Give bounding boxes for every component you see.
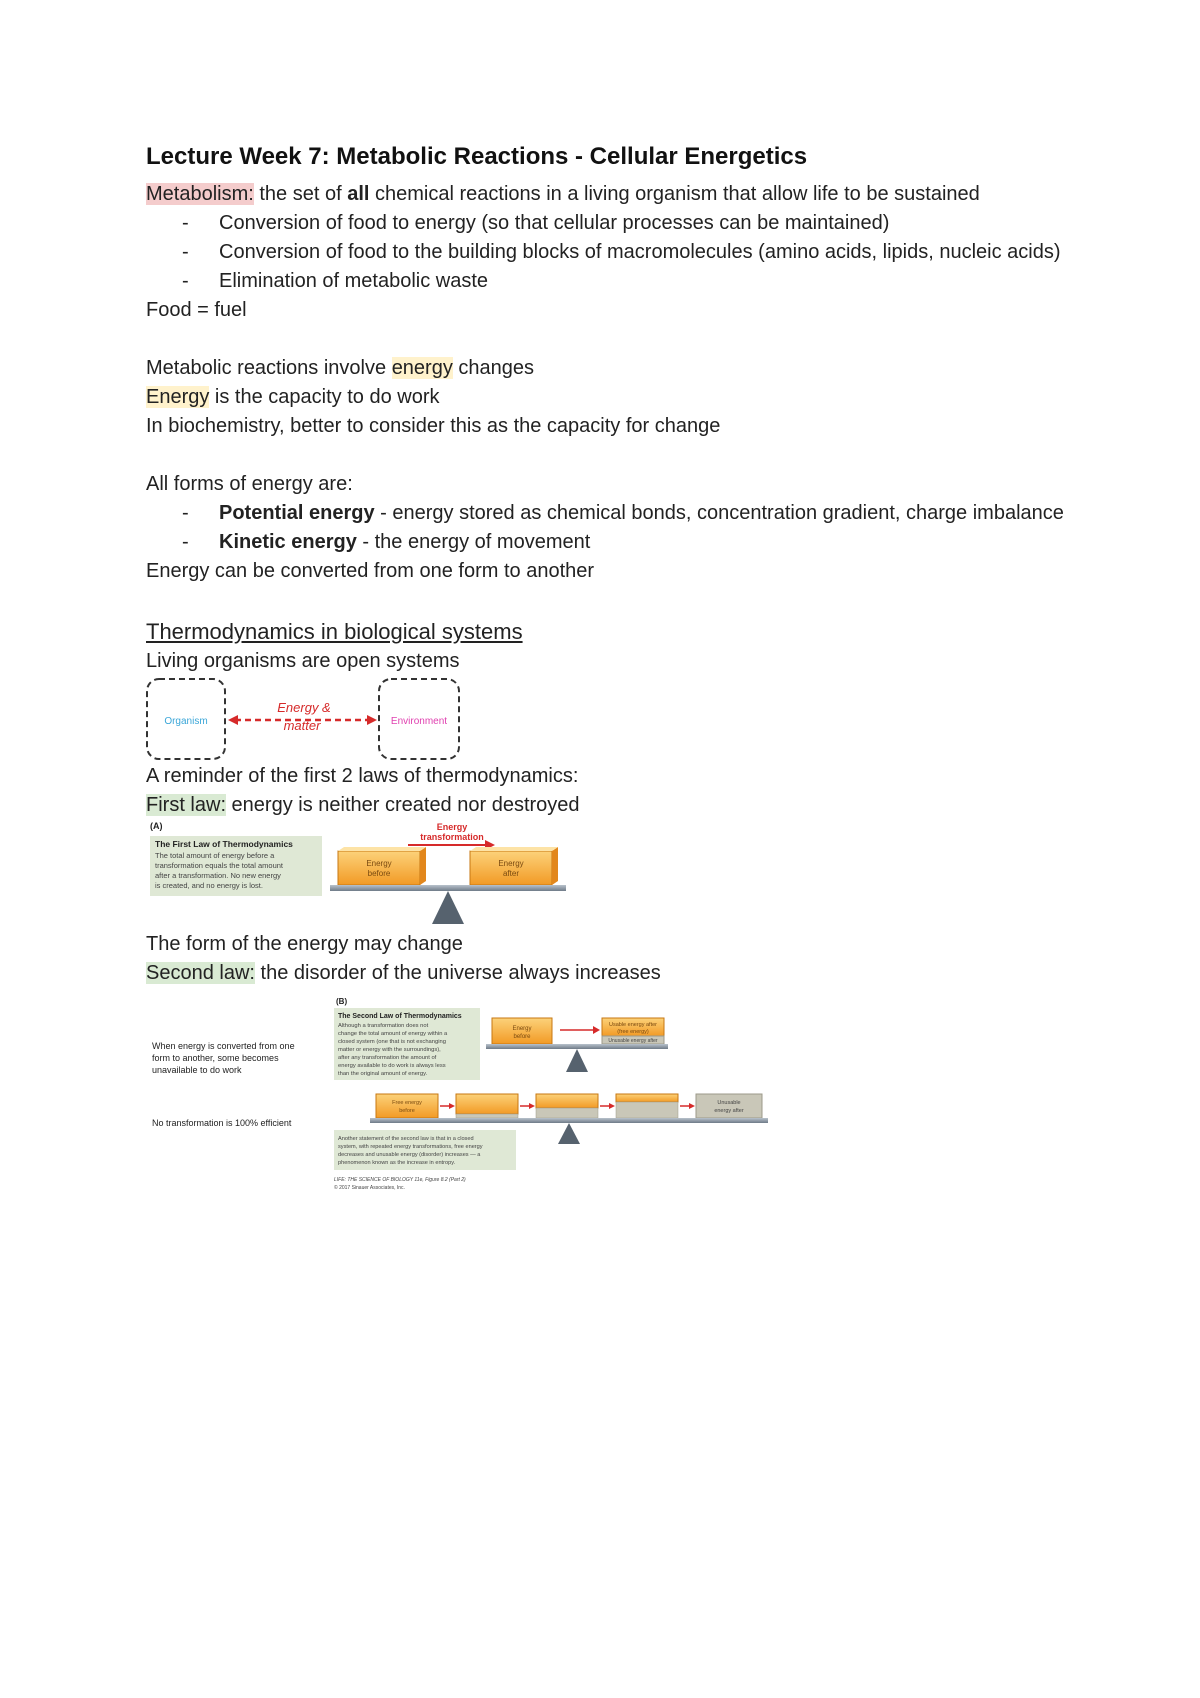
- food-line: Food = fuel: [146, 299, 247, 321]
- sequence-arrow-head-icon: [449, 1103, 455, 1109]
- transformation-label-2: transformation: [420, 832, 484, 842]
- document-page: [146, 140, 1066, 1194]
- second-law-note-line: unavailable to do work: [152, 1065, 242, 1075]
- environment-label: Environment: [390, 716, 448, 727]
- potential-energy-term: Potential energy: [219, 502, 375, 524]
- reminder-line: A reminder of the first 2 laws of thermodynamics:: [146, 765, 579, 787]
- energy-highlight: energy: [391, 357, 453, 379]
- metabolism-def-text-2: chemical reactions in a living organism that allow life to be sustained: [369, 183, 980, 205]
- energy-step-block: [536, 1094, 598, 1108]
- energy-before-label-1: Energy: [512, 1026, 532, 1032]
- second-law-bottom-line: Another statement of the second law is that in a closed: [338, 1136, 474, 1142]
- second-law-term: Second law:: [146, 962, 255, 984]
- arrow-left-head-icon: [228, 715, 238, 725]
- first-law-line: [146, 791, 1066, 820]
- first-law-diagram: [150, 820, 570, 930]
- second-law-bottom-line: decreases and unusable energy (disorder) increases — a: [338, 1152, 481, 1158]
- block-top: [470, 847, 558, 851]
- metabolism-definition: [146, 180, 1066, 209]
- seesaw-fulcrum-icon: [558, 1123, 580, 1144]
- second-law-note-line: form to another, some becomes: [152, 1053, 279, 1063]
- energy-line-1-post: changes: [452, 357, 535, 379]
- list-item-text: - energy stored as chemical bonds, concentration gradient, charge imbalance: [374, 502, 1064, 524]
- energy-after-label-1: Energy: [498, 859, 524, 868]
- second-law-box-line: change the total amount of energy within a: [338, 1031, 448, 1037]
- energy-line-3: In biochemistry, better to consider this as the capacity for change: [146, 415, 721, 437]
- energy-line-2: [146, 383, 1066, 412]
- energy-before-label-1: Energy: [366, 859, 392, 868]
- arrow-right-head-icon: [367, 715, 377, 725]
- figure-credit-2: © 2017 Sinauer Associates, Inc.: [334, 1185, 405, 1191]
- energy-step-block: [456, 1094, 518, 1114]
- list-item-text: Conversion of food to the building blocks of macromolecules (amino acids, lipids, nucleic acids): [219, 241, 1061, 263]
- energy-matter-label-2: matter: [283, 718, 321, 733]
- energy-line-1-pre: Metabolic reactions involve: [146, 357, 392, 379]
- list-item: - Kinetic energy - the energy of movement: [182, 531, 591, 553]
- efficiency-note: No transformation is 100% efficient: [152, 1118, 292, 1128]
- list-item: - Conversion of food to energy (so that cellular processes can be maintained): [182, 212, 890, 234]
- list-item-text: Conversion of food to energy (so that cellular processes can be maintained): [219, 212, 890, 234]
- panel-label-b: (B): [336, 997, 348, 1006]
- first-law-box-line: The total amount of energy before a: [155, 851, 275, 860]
- kinetic-energy-term: Kinetic energy: [219, 531, 357, 553]
- seesaw-fulcrum-icon: [566, 1049, 588, 1072]
- metabolism-list: [146, 209, 1066, 296]
- energy-before-label-2: before: [513, 1034, 531, 1040]
- metabolism-term: Metabolism:: [146, 183, 254, 205]
- thermo-heading: Thermodynamics in biological systems: [146, 619, 523, 644]
- block-side: [420, 847, 426, 885]
- second-law-box-line: Although a transformation does not: [338, 1023, 429, 1029]
- second-law-bottom-line: system, with repeated energy transformations, free energy: [338, 1144, 483, 1150]
- second-law-diagram: [146, 994, 786, 1194]
- second-law-note-line: When energy is converted from one: [152, 1041, 295, 1051]
- second-law-box-title: The Second Law of Thermodynamics: [338, 1013, 462, 1020]
- energy-after-label-2: after: [502, 869, 520, 878]
- unusable-energy-layer: [536, 1108, 598, 1118]
- unusable-energy-label: Unusable energy after: [608, 1038, 658, 1044]
- unusable-energy-layer: [456, 1114, 518, 1118]
- block-side: [552, 847, 558, 885]
- transformation-arrow-head-icon: [593, 1026, 600, 1034]
- second-law-box-line: than the original amount of energy.: [338, 1071, 428, 1077]
- list-item: - Potential energy - energy stored as chemical bonds, concentration gradient, charge imbalance: [182, 502, 1064, 524]
- forms-list: [146, 499, 1066, 557]
- free-energy-label-1: Free energy: [392, 1100, 422, 1106]
- second-law-box-line: energy available to do work is always less: [338, 1063, 446, 1069]
- panel-label-a: (A): [150, 821, 163, 831]
- first-law-box-line: transformation equals the total amount: [155, 861, 283, 870]
- list-item-text: - the energy of movement: [356, 531, 591, 553]
- energy-step-block: [616, 1094, 678, 1102]
- seesaw-fulcrum-icon: [432, 891, 464, 924]
- usable-energy-label-1: Usable energy after: [609, 1022, 657, 1028]
- metabolism-def-bold: all: [347, 183, 370, 205]
- energy-after-block: [470, 851, 552, 885]
- forms-intro: All forms of energy are:: [146, 473, 353, 495]
- conversion-line: Energy can be converted from one form to another: [146, 560, 595, 582]
- open-system-diagram: [144, 676, 474, 762]
- unusable-energy-after-label-1: Unusable: [717, 1100, 741, 1106]
- figure-credit-1: LIFE: THE SCIENCE OF BIOLOGY 11e, Figure 8.2 (Part 2): [334, 1177, 466, 1183]
- first-law-box-line: is created, and no energy is lost.: [155, 881, 263, 890]
- block-top: [338, 847, 426, 851]
- organism-label: Organism: [164, 716, 208, 727]
- seesaw-plank: [330, 885, 566, 891]
- sequence-arrow-head-icon: [529, 1103, 535, 1109]
- energy-line-1: [146, 354, 1066, 383]
- energy-before-label-2: before: [367, 869, 391, 878]
- usable-energy-label-2: (free energy): [617, 1029, 649, 1035]
- second-law-box-line: closed system (one that is not exchanging: [338, 1039, 446, 1045]
- list-item: - Elimination of metabolic waste: [182, 270, 489, 292]
- first-law-box-line: after a transformation. No new energy: [155, 871, 281, 880]
- unusable-energy-layer: [616, 1102, 678, 1118]
- second-law-text: the disorder of the universe always increases: [254, 962, 661, 984]
- first-law-text: energy is neither created nor destroyed: [226, 794, 580, 816]
- seesaw-plank: [370, 1118, 768, 1123]
- list-item: - Conversion of food to the building blocks of macromolecules (amino acids, lipids, nucleic acids): [182, 241, 1061, 263]
- unusable-energy-after-block: [696, 1094, 762, 1118]
- form-change-line: The form of the energy may change: [146, 933, 463, 955]
- sequence-arrow-head-icon: [609, 1103, 615, 1109]
- sequence-arrow-head-icon: [689, 1103, 695, 1109]
- energy-before-block: [338, 851, 420, 885]
- energy-matter-label-1: Energy &: [277, 700, 331, 715]
- unusable-energy-after-label-2: energy after: [714, 1108, 744, 1114]
- free-energy-before-block: [376, 1094, 438, 1118]
- second-law-box-line: after any transformation the amount of: [338, 1055, 437, 1061]
- energy-line-2-post: is the capacity to do work: [209, 386, 440, 408]
- energy-term: Energy: [146, 386, 210, 408]
- free-energy-label-2: before: [399, 1108, 415, 1114]
- second-law-box-line: matter or energy with the surroundings),: [338, 1047, 441, 1053]
- second-law-bottom-line: phenomenon known as the increase in entropy.: [338, 1160, 456, 1166]
- seesaw-plank: [486, 1044, 668, 1049]
- first-law-box-title: The First Law of Thermodynamics: [155, 839, 293, 849]
- page-title: Lecture Week 7: Metabolic Reactions - Cellular Energetics: [146, 143, 808, 170]
- open-systems-line: Living organisms are open systems: [146, 650, 460, 672]
- first-law-term: First law:: [146, 794, 226, 816]
- second-law-line: [146, 959, 1066, 988]
- metabolism-def-text-1: the set of: [253, 183, 348, 205]
- list-item-text: Elimination of metabolic waste: [219, 270, 489, 292]
- transformation-label-1: Energy: [436, 822, 468, 832]
